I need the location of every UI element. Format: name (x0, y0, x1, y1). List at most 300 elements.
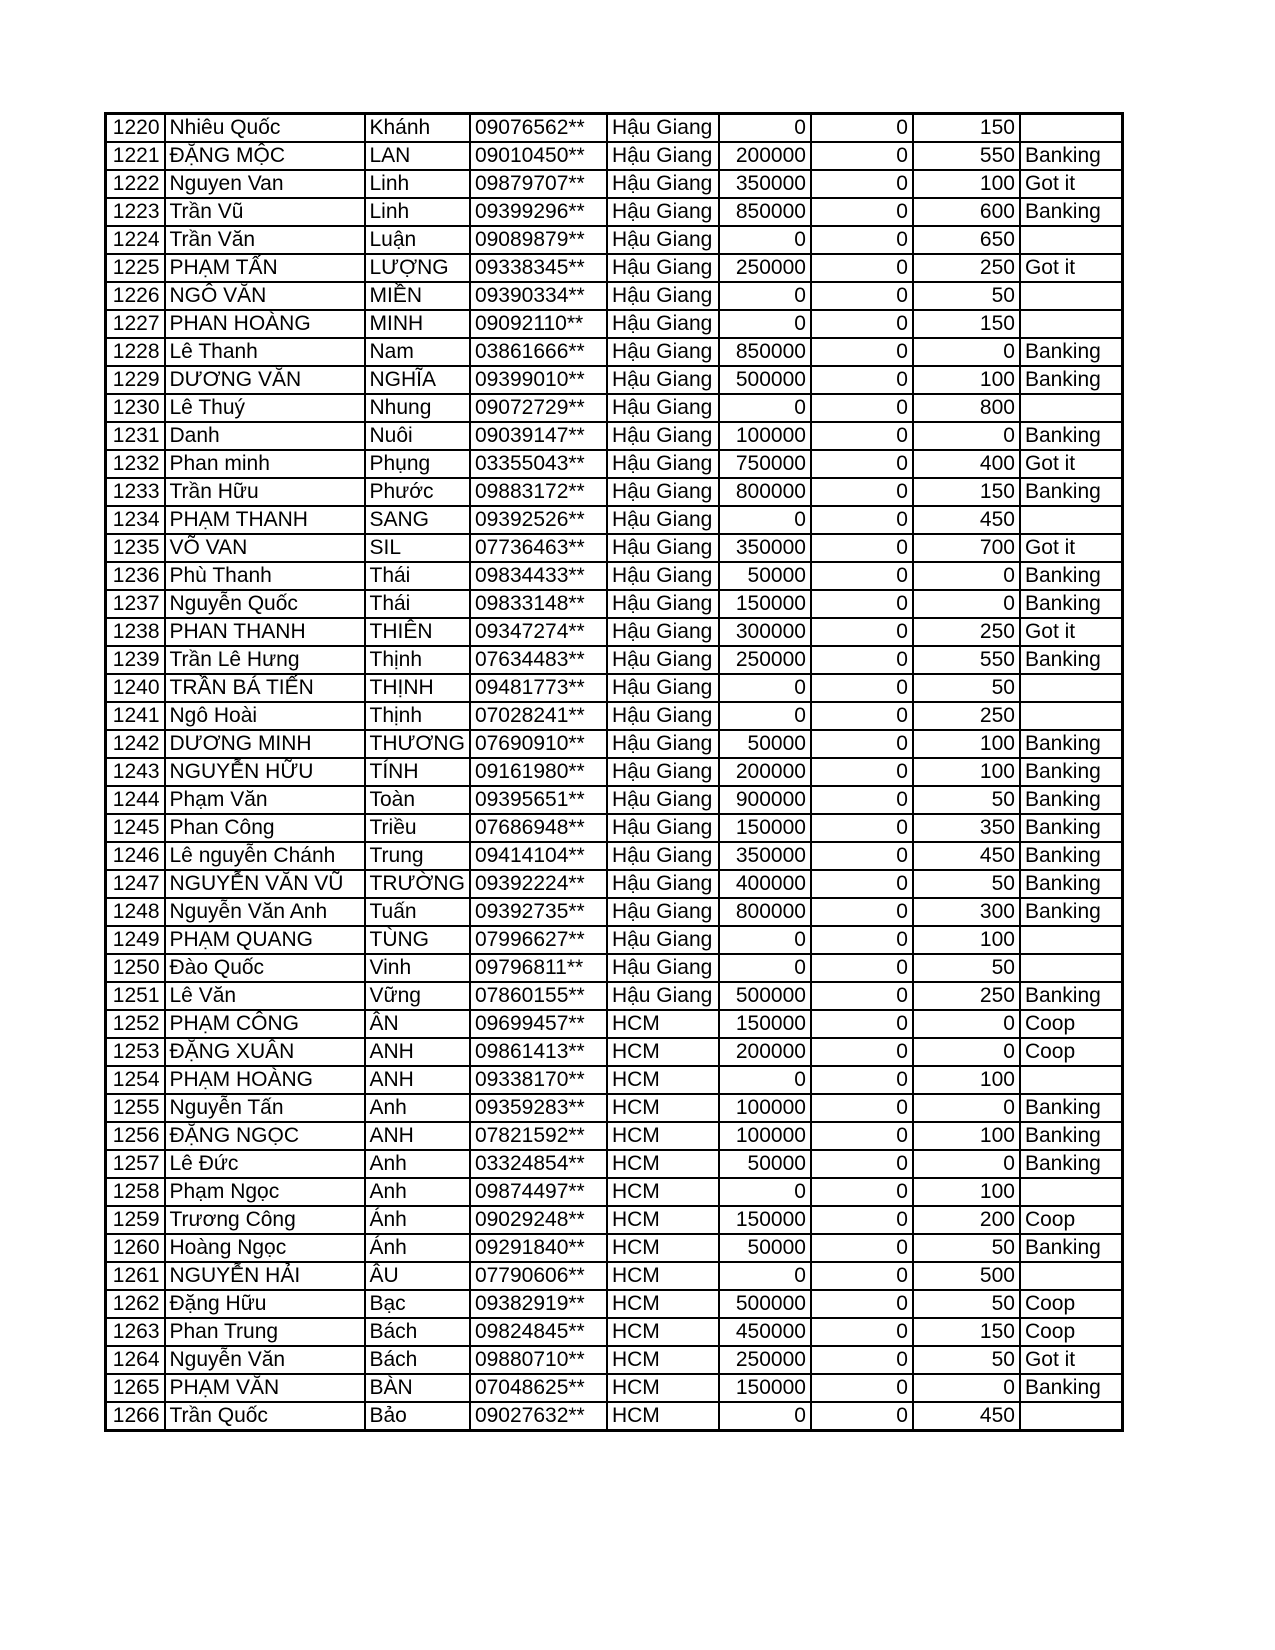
cell-region: HCM (607, 1262, 719, 1290)
cell-last-middle-name: Nhiêu Quốc (165, 114, 365, 143)
cell-region: HCM (607, 1346, 719, 1374)
cell-region: Hậu Giang (607, 702, 719, 730)
cell-payment-method (1020, 1178, 1123, 1206)
cell-zero-value: 0 (811, 1122, 913, 1150)
cell-last-middle-name: Lê Đức (165, 1150, 365, 1178)
table-row (106, 1318, 1123, 1346)
cell-points: 0 (913, 1374, 1020, 1402)
cell-amount: 0 (719, 282, 811, 310)
cell-zero-value: 0 (811, 1318, 913, 1346)
cell-last-middle-name: NGUYỄN VĂN VŨ (165, 870, 365, 898)
cell-row-number: 1224 (106, 226, 165, 254)
cell-last-middle-name: Lê Thanh (165, 338, 365, 366)
cell-first-name: Phước (365, 478, 470, 506)
cell-payment-method: Banking (1020, 646, 1123, 674)
cell-zero-value: 0 (811, 1234, 913, 1262)
cell-zero-value: 0 (811, 534, 913, 562)
cell-zero-value: 0 (811, 506, 913, 534)
cell-amount: 150000 (719, 814, 811, 842)
cell-points: 350 (913, 814, 1020, 842)
cell-phone: 09874497** (470, 1178, 607, 1206)
cell-payment-method: Got it (1020, 254, 1123, 282)
cell-first-name: Nhung (365, 394, 470, 422)
cell-zero-value: 0 (811, 338, 913, 366)
cell-first-name: SIL (365, 534, 470, 562)
cell-payment-method: Got it (1020, 170, 1123, 198)
cell-first-name: ANH (365, 1122, 470, 1150)
cell-zero-value: 0 (811, 730, 913, 758)
table-row (106, 366, 1123, 394)
cell-zero-value: 0 (811, 1290, 913, 1318)
table-row (106, 786, 1123, 814)
cell-points: 100 (913, 1122, 1020, 1150)
cell-first-name: Luận (365, 226, 470, 254)
cell-phone: 09824845** (470, 1318, 607, 1346)
cell-amount: 450000 (719, 1318, 811, 1346)
table-row (106, 1374, 1123, 1402)
cell-row-number: 1234 (106, 506, 165, 534)
cell-last-middle-name: Đào Quốc (165, 954, 365, 982)
cell-points: 150 (913, 478, 1020, 506)
cell-region: Hậu Giang (607, 814, 719, 842)
cell-zero-value: 0 (811, 226, 913, 254)
cell-amount: 0 (719, 114, 811, 143)
cell-row-number: 1241 (106, 702, 165, 730)
cell-region: Hậu Giang (607, 618, 719, 646)
cell-region: Hậu Giang (607, 674, 719, 702)
cell-payment-method (1020, 1402, 1123, 1431)
cell-last-middle-name: Phạm Ngọc (165, 1178, 365, 1206)
cell-points: 450 (913, 1402, 1020, 1431)
cell-zero-value: 0 (811, 786, 913, 814)
table-row (106, 478, 1123, 506)
cell-payment-method: Banking (1020, 1094, 1123, 1122)
cell-first-name: THƯƠNG (365, 730, 470, 758)
cell-first-name: Nuôi (365, 422, 470, 450)
cell-last-middle-name: PHẠM HOÀNG (165, 1066, 365, 1094)
cell-phone: 09039147** (470, 422, 607, 450)
cell-amount: 0 (719, 702, 811, 730)
cell-payment-method: Coop (1020, 1318, 1123, 1346)
cell-row-number: 1257 (106, 1150, 165, 1178)
cell-points: 650 (913, 226, 1020, 254)
cell-payment-method: Coop (1020, 1206, 1123, 1234)
table-row (106, 926, 1123, 954)
cell-amount: 800000 (719, 478, 811, 506)
cell-phone: 03861666** (470, 338, 607, 366)
cell-points: 600 (913, 198, 1020, 226)
cell-phone: 09392735** (470, 898, 607, 926)
cell-region: HCM (607, 1374, 719, 1402)
cell-last-middle-name: Trần Vũ (165, 198, 365, 226)
cell-amount: 0 (719, 1402, 811, 1431)
cell-row-number: 1259 (106, 1206, 165, 1234)
cell-points: 50 (913, 786, 1020, 814)
cell-last-middle-name: ĐẶNG MỘC (165, 142, 365, 170)
cell-phone: 09834433** (470, 562, 607, 590)
cell-row-number: 1235 (106, 534, 165, 562)
cell-zero-value: 0 (811, 814, 913, 842)
cell-last-middle-name: NGUYỄN HỮU (165, 758, 365, 786)
cell-region: Hậu Giang (607, 562, 719, 590)
cell-last-middle-name: Ngô Hoài (165, 702, 365, 730)
cell-zero-value: 0 (811, 310, 913, 338)
cell-phone: 09392224** (470, 870, 607, 898)
cell-phone: 09796811** (470, 954, 607, 982)
cell-region: Hậu Giang (607, 422, 719, 450)
cell-row-number: 1265 (106, 1374, 165, 1402)
cell-payment-method (1020, 674, 1123, 702)
cell-first-name: TÍNH (365, 758, 470, 786)
cell-region: Hậu Giang (607, 366, 719, 394)
cell-first-name: Linh (365, 198, 470, 226)
cell-zero-value: 0 (811, 394, 913, 422)
table-row (106, 170, 1123, 198)
cell-region: Hậu Giang (607, 254, 719, 282)
cell-last-middle-name: Nguyễn Văn (165, 1346, 365, 1374)
cell-last-middle-name: NGÔ VĂN (165, 282, 365, 310)
cell-zero-value: 0 (811, 590, 913, 618)
cell-row-number: 1263 (106, 1318, 165, 1346)
cell-points: 100 (913, 730, 1020, 758)
cell-points: 0 (913, 422, 1020, 450)
cell-row-number: 1255 (106, 1094, 165, 1122)
table-row (106, 282, 1123, 310)
cell-points: 500 (913, 1262, 1020, 1290)
cell-row-number: 1231 (106, 422, 165, 450)
cell-points: 150 (913, 1318, 1020, 1346)
cell-amount: 250000 (719, 1346, 811, 1374)
cell-phone: 09481773** (470, 674, 607, 702)
cell-zero-value: 0 (811, 842, 913, 870)
cell-payment-method (1020, 506, 1123, 534)
cell-first-name: TRƯỜNG (365, 870, 470, 898)
cell-amount: 0 (719, 1178, 811, 1206)
cell-phone: 09072729** (470, 394, 607, 422)
cell-last-middle-name: DƯƠNG MINH (165, 730, 365, 758)
cell-row-number: 1249 (106, 926, 165, 954)
table-row (106, 1010, 1123, 1038)
cell-zero-value: 0 (811, 982, 913, 1010)
cell-region: Hậu Giang (607, 226, 719, 254)
cell-amount: 0 (719, 394, 811, 422)
cell-zero-value: 0 (811, 646, 913, 674)
table-row (106, 1234, 1123, 1262)
cell-zero-value: 0 (811, 1094, 913, 1122)
cell-first-name: Vinh (365, 954, 470, 982)
cell-payment-method: Banking (1020, 366, 1123, 394)
cell-amount: 850000 (719, 338, 811, 366)
table-row (106, 1038, 1123, 1066)
cell-amount: 0 (719, 310, 811, 338)
cell-region: HCM (607, 1122, 719, 1150)
cell-points: 50 (913, 870, 1020, 898)
cell-row-number: 1238 (106, 618, 165, 646)
cell-points: 400 (913, 450, 1020, 478)
cell-phone: 07821592** (470, 1122, 607, 1150)
cell-amount: 200000 (719, 758, 811, 786)
cell-first-name: ANH (365, 1066, 470, 1094)
cell-phone: 07690910** (470, 730, 607, 758)
cell-phone: 09880710** (470, 1346, 607, 1374)
cell-last-middle-name: Trần Hữu (165, 478, 365, 506)
cell-last-middle-name: Nguyễn Tấn (165, 1094, 365, 1122)
cell-row-number: 1253 (106, 1038, 165, 1066)
cell-amount: 300000 (719, 618, 811, 646)
cell-first-name: Anh (365, 1178, 470, 1206)
cell-first-name: Thịnh (365, 702, 470, 730)
cell-first-name: Thịnh (365, 646, 470, 674)
cell-phone: 09359283** (470, 1094, 607, 1122)
cell-first-name: Thái (365, 562, 470, 590)
table-row (106, 1094, 1123, 1122)
table-row (106, 198, 1123, 226)
cell-last-middle-name: Trần Quốc (165, 1402, 365, 1431)
cell-phone: 09161980** (470, 758, 607, 786)
cell-points: 50 (913, 674, 1020, 702)
cell-payment-method: Got it (1020, 534, 1123, 562)
cell-amount: 100000 (719, 1122, 811, 1150)
cell-region: Hậu Giang (607, 394, 719, 422)
cell-payment-method: Coop (1020, 1290, 1123, 1318)
cell-payment-method: Got it (1020, 1346, 1123, 1374)
cell-last-middle-name: Nguyễn Quốc (165, 590, 365, 618)
cell-row-number: 1264 (106, 1346, 165, 1374)
cell-amount: 150000 (719, 1374, 811, 1402)
cell-last-middle-name: Trần Văn (165, 226, 365, 254)
cell-region: Hậu Giang (607, 926, 719, 954)
cell-last-middle-name: Phù Thanh (165, 562, 365, 590)
table-row (106, 254, 1123, 282)
cell-amount: 900000 (719, 786, 811, 814)
cell-payment-method: Banking (1020, 898, 1123, 926)
cell-zero-value: 0 (811, 282, 913, 310)
cell-first-name: ÂN (365, 1010, 470, 1038)
cell-last-middle-name: Phạm Văn (165, 786, 365, 814)
cell-amount: 150000 (719, 1206, 811, 1234)
cell-points: 150 (913, 114, 1020, 143)
cell-region: Hậu Giang (607, 758, 719, 786)
cell-row-number: 1223 (106, 198, 165, 226)
cell-points: 50 (913, 1234, 1020, 1262)
cell-payment-method: Banking (1020, 758, 1123, 786)
cell-row-number: 1242 (106, 730, 165, 758)
table-row (106, 1122, 1123, 1150)
cell-amount: 500000 (719, 1290, 811, 1318)
cell-region: HCM (607, 1038, 719, 1066)
cell-payment-method: Banking (1020, 1150, 1123, 1178)
cell-phone: 09392526** (470, 506, 607, 534)
cell-points: 100 (913, 758, 1020, 786)
cell-row-number: 1247 (106, 870, 165, 898)
cell-points: 250 (913, 702, 1020, 730)
cell-phone: 09399296** (470, 198, 607, 226)
table-row (106, 618, 1123, 646)
cell-points: 200 (913, 1206, 1020, 1234)
cell-region: HCM (607, 1010, 719, 1038)
table-row (106, 1402, 1123, 1431)
cell-payment-method: Banking (1020, 730, 1123, 758)
cell-last-middle-name: ĐẶNG NGỌC (165, 1122, 365, 1150)
cell-points: 0 (913, 1038, 1020, 1066)
cell-zero-value: 0 (811, 254, 913, 282)
cell-last-middle-name: Nguyen Van (165, 170, 365, 198)
cell-phone: 07860155** (470, 982, 607, 1010)
cell-points: 0 (913, 1094, 1020, 1122)
cell-region: HCM (607, 1402, 719, 1431)
cell-region: HCM (607, 1206, 719, 1234)
table-row (106, 730, 1123, 758)
cell-points: 150 (913, 310, 1020, 338)
cell-points: 450 (913, 506, 1020, 534)
cell-row-number: 1245 (106, 814, 165, 842)
cell-zero-value: 0 (811, 450, 913, 478)
cell-last-middle-name: Phan Trung (165, 1318, 365, 1346)
cell-region: Hậu Giang (607, 898, 719, 926)
table-row (106, 562, 1123, 590)
cell-region: HCM (607, 1094, 719, 1122)
cell-phone: 09399010** (470, 366, 607, 394)
cell-region: HCM (607, 1178, 719, 1206)
table-row (106, 310, 1123, 338)
cell-first-name: Khánh (365, 114, 470, 143)
cell-phone: 07790606** (470, 1262, 607, 1290)
cell-points: 100 (913, 366, 1020, 394)
cell-row-number: 1228 (106, 338, 165, 366)
cell-region: HCM (607, 1290, 719, 1318)
cell-payment-method: Banking (1020, 786, 1123, 814)
cell-region: Hậu Giang (607, 534, 719, 562)
cell-row-number: 1233 (106, 478, 165, 506)
table-row (106, 338, 1123, 366)
cell-row-number: 1237 (106, 590, 165, 618)
cell-amount: 0 (719, 506, 811, 534)
cell-phone: 07048625** (470, 1374, 607, 1402)
cell-region: Hậu Giang (607, 450, 719, 478)
cell-phone: 09029248** (470, 1206, 607, 1234)
cell-payment-method: Banking (1020, 1122, 1123, 1150)
cell-amount: 250000 (719, 254, 811, 282)
cell-first-name: BÀN (365, 1374, 470, 1402)
cell-zero-value: 0 (811, 1262, 913, 1290)
cell-row-number: 1258 (106, 1178, 165, 1206)
cell-phone: 07736463** (470, 534, 607, 562)
cell-payment-method: Banking (1020, 142, 1123, 170)
cell-payment-method (1020, 926, 1123, 954)
cell-zero-value: 0 (811, 1346, 913, 1374)
cell-points: 100 (913, 1066, 1020, 1094)
cell-last-middle-name: PHẠM TẤN (165, 254, 365, 282)
cell-first-name: ANH (365, 1038, 470, 1066)
cell-region: Hậu Giang (607, 506, 719, 534)
table-row (106, 1150, 1123, 1178)
table-row (106, 1178, 1123, 1206)
cell-phone: 03324854** (470, 1150, 607, 1178)
cell-amount: 0 (719, 226, 811, 254)
cell-last-middle-name: PHẠM VĂN (165, 1374, 365, 1402)
cell-amount: 100000 (719, 422, 811, 450)
table-row (106, 590, 1123, 618)
cell-payment-method (1020, 226, 1123, 254)
cell-phone: 09076562** (470, 114, 607, 143)
cell-region: Hậu Giang (607, 310, 719, 338)
cell-amount: 800000 (719, 898, 811, 926)
cell-amount: 50000 (719, 1234, 811, 1262)
cell-payment-method: Banking (1020, 562, 1123, 590)
cell-region: HCM (607, 1150, 719, 1178)
cell-first-name: Bạc (365, 1290, 470, 1318)
data-table (104, 112, 1124, 1432)
cell-zero-value: 0 (811, 926, 913, 954)
cell-first-name: Phụng (365, 450, 470, 478)
cell-amount: 100000 (719, 1094, 811, 1122)
cell-last-middle-name: PHẠM CÔNG (165, 1010, 365, 1038)
cell-points: 300 (913, 898, 1020, 926)
cell-phone: 09879707** (470, 170, 607, 198)
cell-points: 0 (913, 1010, 1020, 1038)
cell-amount: 850000 (719, 198, 811, 226)
cell-first-name: Toàn (365, 786, 470, 814)
cell-phone: 09382919** (470, 1290, 607, 1318)
cell-points: 0 (913, 1150, 1020, 1178)
table-row (106, 870, 1123, 898)
cell-amount: 250000 (719, 646, 811, 674)
cell-row-number: 1225 (106, 254, 165, 282)
cell-zero-value: 0 (811, 954, 913, 982)
cell-first-name: LAN (365, 142, 470, 170)
cell-region: Hậu Giang (607, 478, 719, 506)
cell-amount: 350000 (719, 534, 811, 562)
cell-first-name: THỊNH (365, 674, 470, 702)
cell-region: Hậu Giang (607, 282, 719, 310)
cell-last-middle-name: Phan Công (165, 814, 365, 842)
table-row (106, 702, 1123, 730)
table-row (106, 506, 1123, 534)
cell-points: 250 (913, 618, 1020, 646)
cell-phone: 09338170** (470, 1066, 607, 1094)
cell-phone: 07996627** (470, 926, 607, 954)
table-row (106, 394, 1123, 422)
cell-zero-value: 0 (811, 870, 913, 898)
cell-phone: 09883172** (470, 478, 607, 506)
cell-points: 550 (913, 142, 1020, 170)
table-row (106, 1066, 1123, 1094)
cell-first-name: Tuấn (365, 898, 470, 926)
table-row (106, 1206, 1123, 1234)
cell-region: Hậu Giang (607, 142, 719, 170)
cell-points: 0 (913, 562, 1020, 590)
table-row (106, 1262, 1123, 1290)
cell-payment-method: Coop (1020, 1038, 1123, 1066)
cell-region: Hậu Giang (607, 590, 719, 618)
cell-payment-method (1020, 1262, 1123, 1290)
cell-zero-value: 0 (811, 366, 913, 394)
cell-amount: 50000 (719, 1150, 811, 1178)
table-row (106, 814, 1123, 842)
cell-payment-method: Got it (1020, 618, 1123, 646)
table-row (106, 646, 1123, 674)
cell-row-number: 1248 (106, 898, 165, 926)
cell-first-name: TÙNG (365, 926, 470, 954)
table-row (106, 674, 1123, 702)
cell-region: Hậu Giang (607, 170, 719, 198)
cell-last-middle-name: ĐẶNG XUÂN (165, 1038, 365, 1066)
cell-region: Hậu Giang (607, 954, 719, 982)
cell-zero-value: 0 (811, 758, 913, 786)
table-row (106, 114, 1123, 143)
cell-zero-value: 0 (811, 702, 913, 730)
cell-payment-method (1020, 954, 1123, 982)
